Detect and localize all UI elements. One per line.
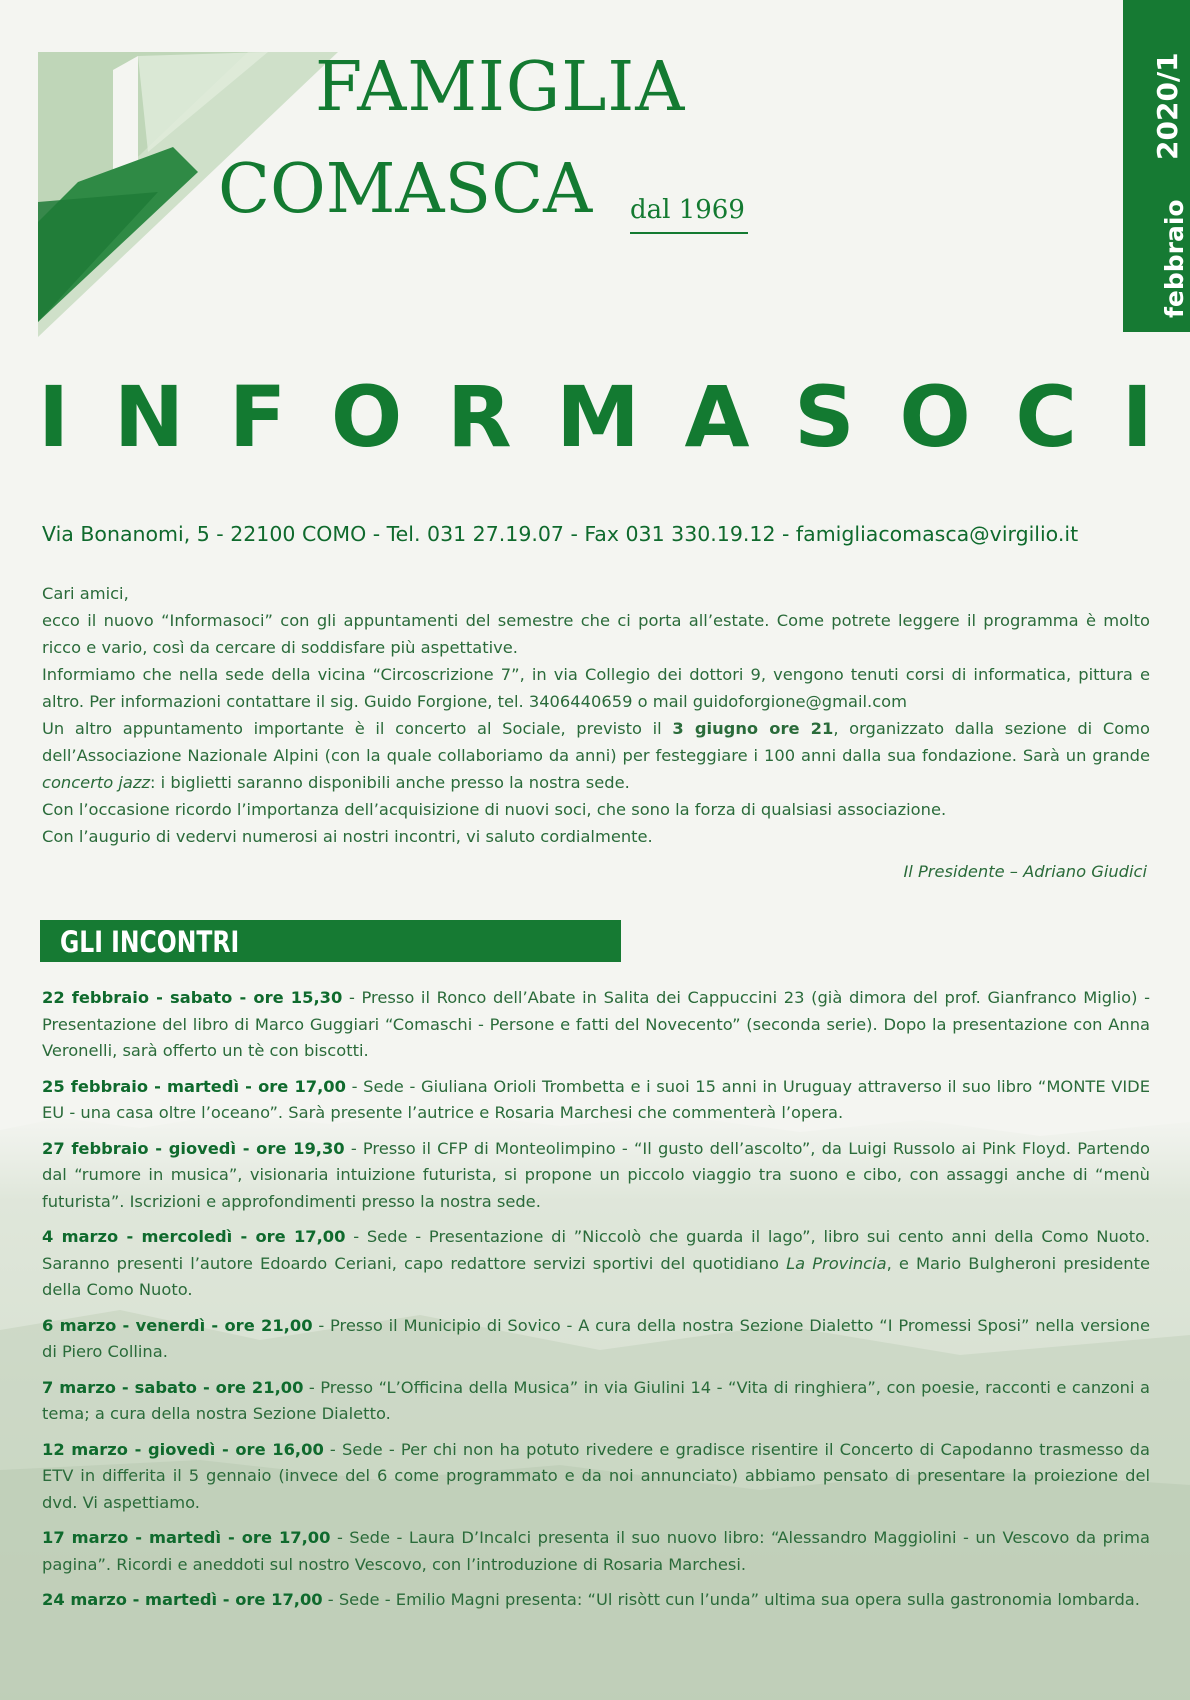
- event-description: , e Mario Bulgheroni presidente della Como Nuoto.: [42, 1253, 1150, 1299]
- masthead-letter: O: [899, 368, 971, 466]
- event-datetime: 22 febbraio - sabato - ore 15,30: [42, 988, 343, 1007]
- event-description: - Sede - Giuliana Orioli Trombetta e i suoi 15 anni in Uruguay attraverso il suo libro “MONTE VIDE EU - una casa oltre l’oceano”. Sarà presente l’autrice e Rosaria Marchesi che commenterà l’opera.: [42, 1076, 1151, 1122]
- letter-paragraph: ecco il nuovo “Informasoci” con gli appuntamenti del semestre che ci porta all’estate. Come potrete leggere il programma è molto ricco e vario, così da cercare di soddisfare più aspettative.: [42, 611, 1150, 657]
- masthead-letter: M: [556, 368, 640, 466]
- section-header: [40, 920, 621, 962]
- events-list: [42, 985, 1150, 1623]
- masthead-letter: O: [330, 368, 403, 466]
- event-item: [42, 1587, 1150, 1614]
- masthead-letter: A: [684, 368, 750, 466]
- letter-text: Un altro appuntamento importante è il concerto al Sociale, previsto il: [42, 719, 673, 738]
- issue-month: febbraio: [1160, 199, 1189, 318]
- president-letter: [42, 580, 1150, 850]
- event-description: - Sede - Emilio Magni presenta: “Ul risòtt cun l’unda” ultima sua opera sulla gastronomia lombarda.: [322, 1590, 1140, 1609]
- event-item: [42, 1525, 1150, 1578]
- event-description: - Presso il Municipio di Sovico - A cura della nostra Sezione Dialetto “I Promessi Sposi” nella versione di Piero Collina.: [42, 1315, 1150, 1361]
- masthead-letter: S: [794, 368, 855, 466]
- brand-underline: [630, 232, 748, 234]
- event-description: - Presso il CFP di Monteolimpino - “Il gusto dell’ascolto”, da Luigi Russolo ai Pink Floyd. Partendo dal “rumore in musica”, visionaria intuizione futurista, si propone un piccolo viaggio tra suono e cibo, con assaggi anche di “menù futurista”. Iscrizioni e approfondimenti presso la nostra sede.: [42, 1138, 1150, 1211]
- event-description: - Presso il Ronco dell’Abate in Salita dei Cappuccini 23 (già dimora del prof. Gianfranco Miglio) - Presentazione del libro di Marco Guggiari “Comaschi - Persone e fatti del Novecento” (seconda serie). Dopo la presentazione con Anna Veronelli, sarà offerto un tè con biscotti.: [42, 988, 1150, 1060]
- masthead-letter: F: [228, 368, 287, 466]
- letter-greeting: Cari amici,: [42, 584, 129, 603]
- masthead-letter: R: [446, 368, 512, 466]
- event-datetime: 7 marzo - sabato - ore 21,00: [42, 1377, 304, 1397]
- event-datetime: 24 marzo - martedì - ore 17,00: [42, 1590, 323, 1609]
- event-description: - Sede - Laura D’Incalci presenta il suo nuovo libro: “Alessandro Maggiolini - un Vescovo da prima pagina”. Ricordi e aneddoti sul nostro Vescovo, con l’introduzione di Rosaria Marchesi.: [42, 1528, 1150, 1574]
- masthead-letter: C: [1015, 368, 1078, 466]
- event-datetime: 12 marzo - giovedì - ore 16,00: [42, 1439, 324, 1459]
- letter-text: , organizzato dalla sezione di Como dell’Associazione Nazionale Alpini (con la quale collaboriamo da anni) per festeggiare i 100 anni dalla sua fondazione. Sarà un grande: [42, 719, 1150, 765]
- event-description: - Sede - Per chi non ha potuto rivedere e gradisce risentire il Concerto di Capodanno trasmesso da ETV in differita il 5 gennaio (invece del 6 come programmato e da noi annunciato) abbiamo pensato di presentare la proiezione del dvd. Vi aspettiamo.: [42, 1439, 1150, 1512]
- newspaper-name: La Provincia: [786, 1253, 887, 1273]
- event-item: [42, 985, 1150, 1065]
- event-datetime: 4 marzo - mercoledì - ore 17,00: [42, 1227, 346, 1246]
- event-item: [42, 1437, 1150, 1517]
- masthead-letter: I: [38, 368, 70, 466]
- event-item: [42, 1074, 1150, 1127]
- event-item: [42, 1136, 1150, 1216]
- masthead-letter: I: [1121, 368, 1153, 466]
- event-datetime: 17 marzo - martedì - ore 17,00: [42, 1528, 331, 1547]
- letter-paragraph: Con l’augurio di vedervi numerosi ai nostri incontri, vi saluto cordialmente.: [42, 827, 653, 846]
- issue-number: 2020/1: [1151, 52, 1184, 160]
- letter-signature: Il Presidente – Adriano Giudici: [903, 862, 1147, 881]
- brand-name-line2: COMASCA: [218, 150, 593, 229]
- event-description: - Presso “L’Officina della Musica” in via Giulini 14 - “Vita di ringhiera”, con poesie, racconti e canzoni a tema; a cura della nostra Sezione Dialetto.: [42, 1377, 1150, 1423]
- event-datetime: 6 marzo - venerdì - ore 21,00: [42, 1315, 313, 1335]
- event-item: [42, 1224, 1150, 1304]
- letter-paragraph: Con l’occasione ricordo l’importanza dell’acquisizione di nuovi soci, che sono la forza di qualsiasi associazione.: [42, 800, 947, 819]
- masthead-title: [38, 368, 1153, 466]
- event-datetime: 27 febbraio - giovedì - ore 19,30: [42, 1138, 345, 1158]
- event-description: - Sede - Presentazione di ”Niccolò che guarda il lago”, libro sui cento anni della Como Nuoto. Saranno presenti l’autore Edoardo Ceriani, capo redattore servizi sportivi del quotidiano: [42, 1227, 1150, 1273]
- concert-date: 3 giugno ore 21: [672, 719, 834, 738]
- event-datetime: 25 febbraio - martedì - ore 17,00: [42, 1076, 346, 1096]
- contact-address: Via Bonanomi, 5 - 22100 COMO - Tel. 031 27.19.07 - Fax 031 330.19.12 - famigliacomasca@virgilio.it: [42, 522, 1079, 546]
- letter-paragraph: Informiamo che nella sede della vicina “Circoscrizione 7”, in via Collegio dei dottori 9, vengono tenuti corsi di informatica, pittura e altro. Per informazioni contattare il sig. Guido Forgione, tel. 3406440659 o mail guidoforgione@gmail.com: [42, 665, 1150, 711]
- event-item: [42, 1313, 1150, 1366]
- brand-since: dal 1969: [630, 195, 745, 225]
- brand-name-line1: FAMIGLIA: [315, 48, 686, 127]
- letter-text: : i biglietti saranno disponibili anche presso la nostra sede.: [150, 773, 630, 792]
- letter-paragraph: [42, 715, 1150, 796]
- event-item: [42, 1375, 1150, 1428]
- masthead-letter: N: [113, 368, 185, 466]
- section-title: GLI INCONTRI: [60, 925, 240, 959]
- concert-type: concerto jazz: [42, 773, 151, 792]
